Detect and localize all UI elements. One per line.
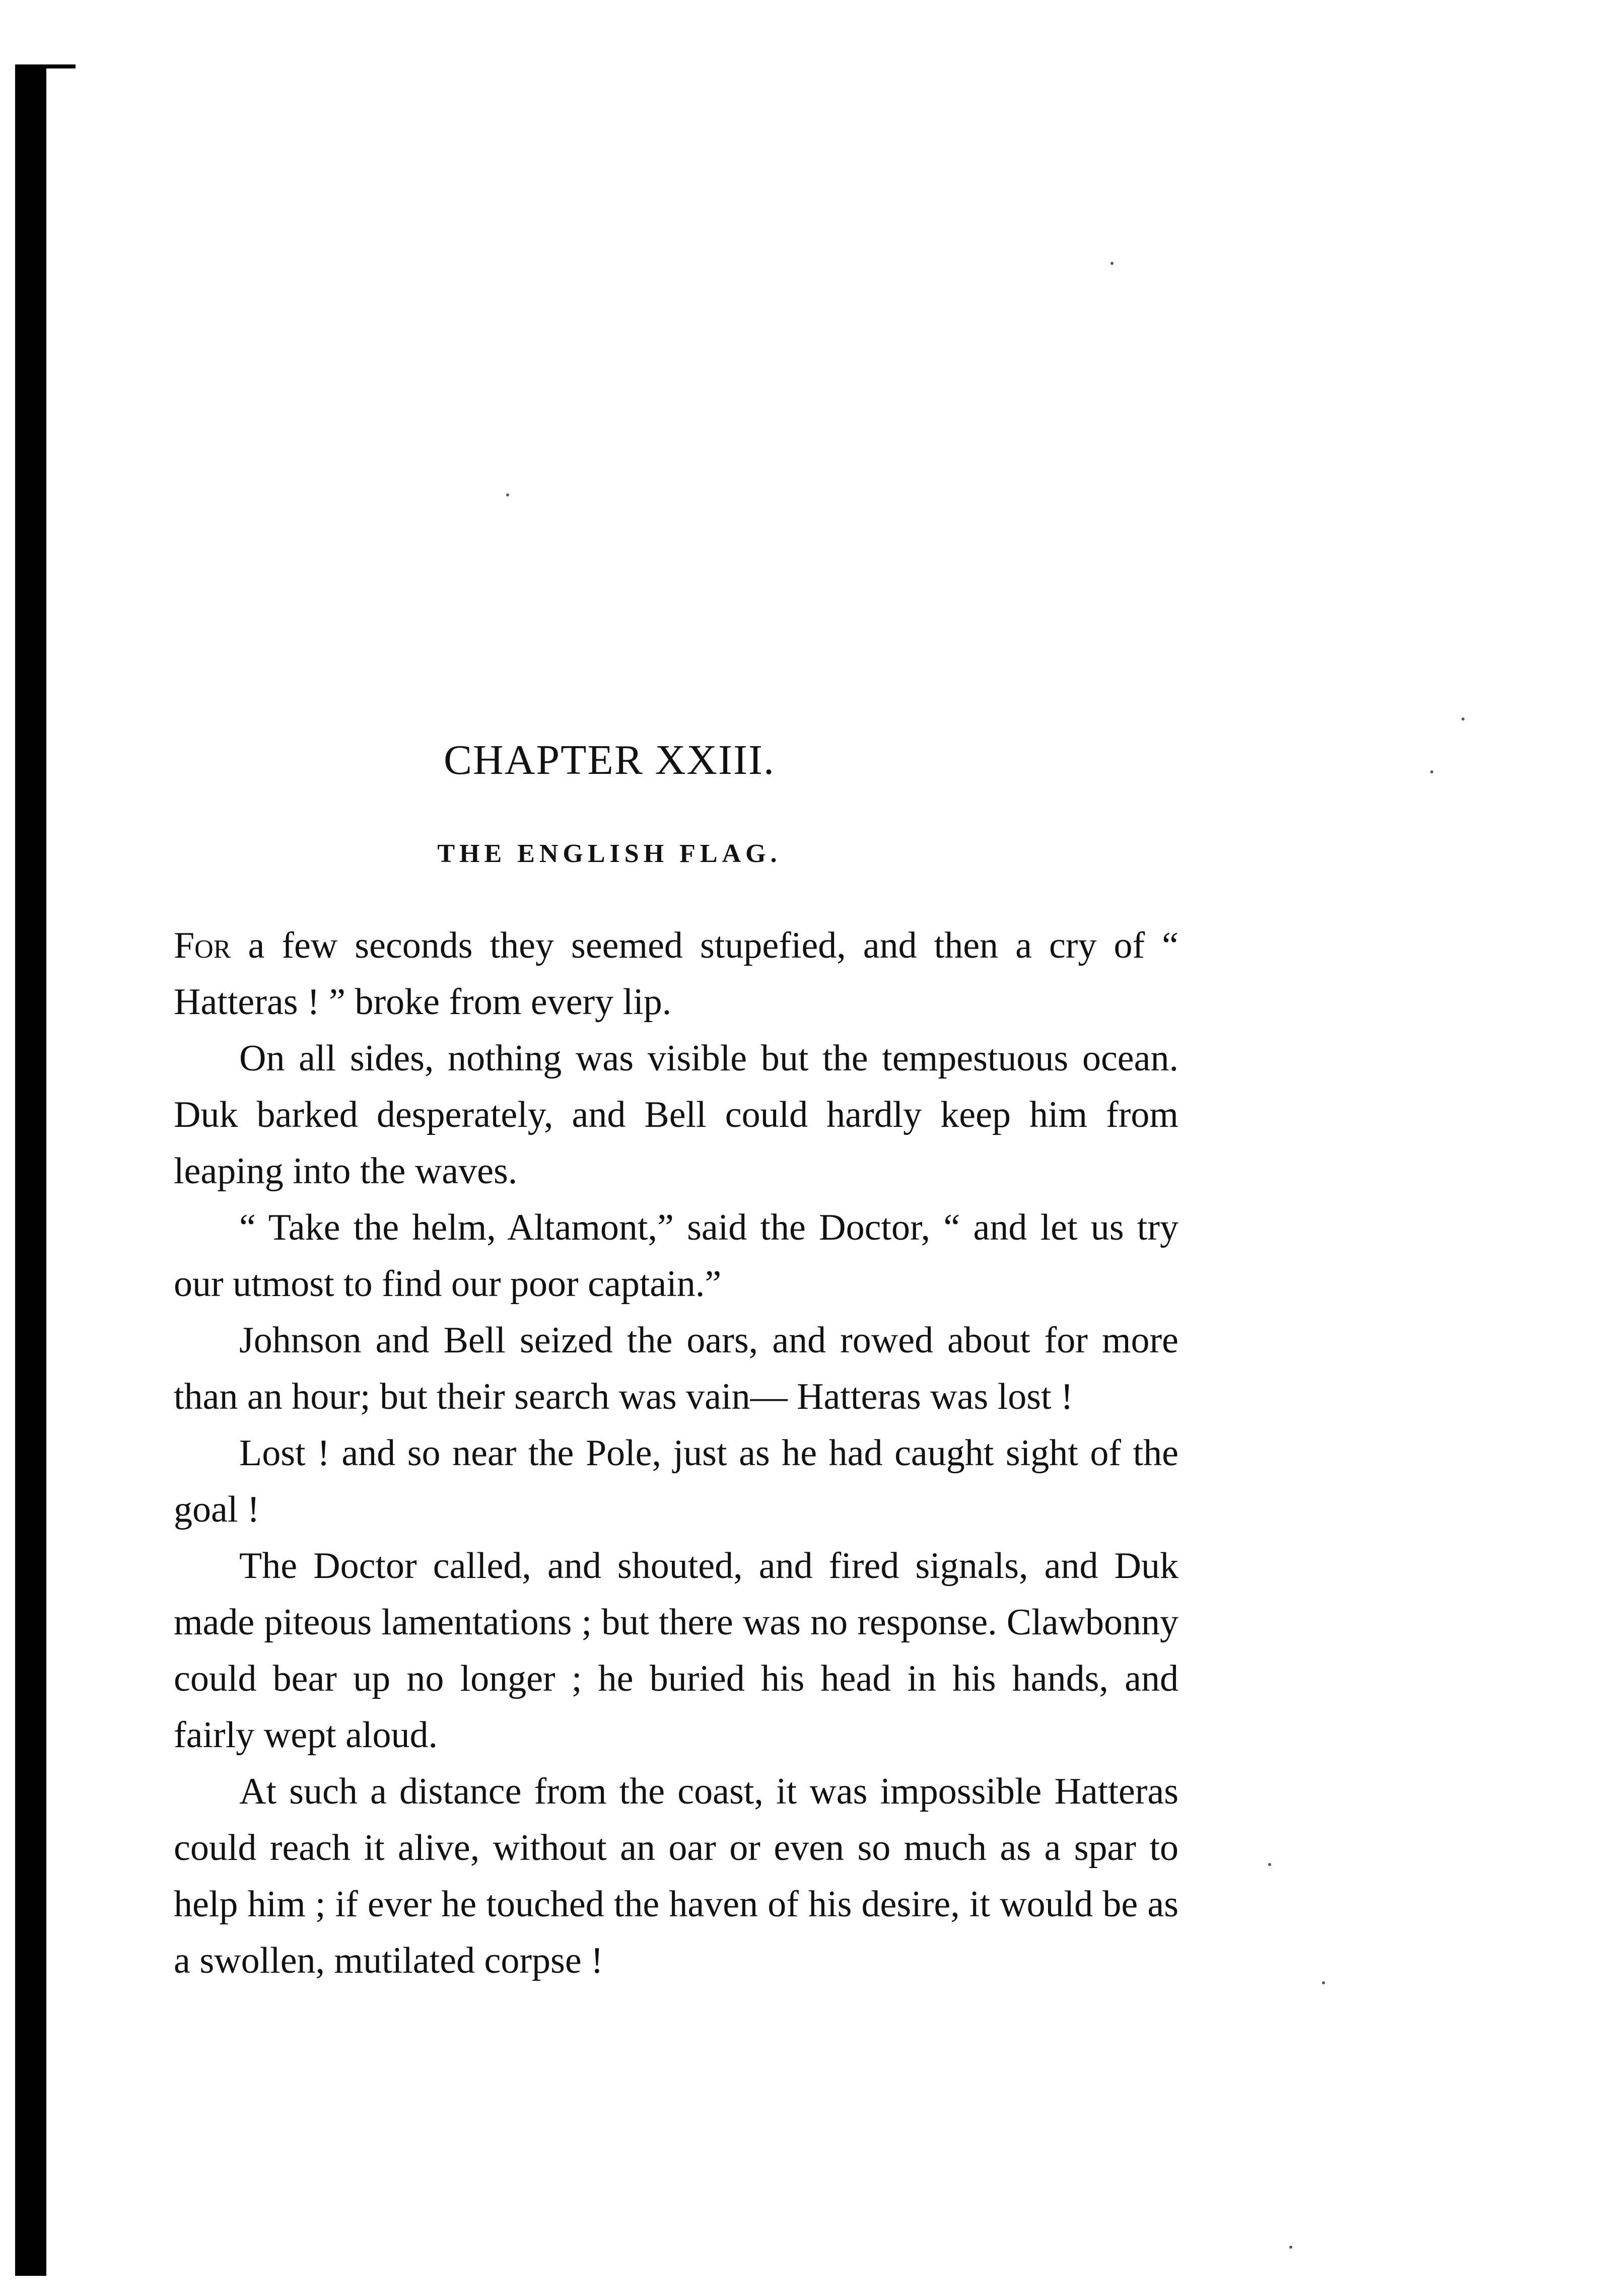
paragraph-lead-word: For: [174, 925, 231, 966]
paragraph-text: a few seconds they seemed stupefied, and then a cry of “ Hatteras ! ” broke from every lip.: [174, 925, 1178, 1023]
scan-speck: [1462, 718, 1465, 721]
page-binding-tick: [15, 64, 76, 68]
scan-speck: [506, 493, 509, 496]
scan-speck: [1289, 2246, 1292, 2249]
scan-speck: [1430, 770, 1433, 773]
scan-speck: [1322, 1981, 1325, 1984]
paragraph: Johnson and Bell seized the oars, and rowed about for more than an hour; but their search was vain— Hatteras was lost !: [174, 1320, 1178, 1417]
scan-speck: [1110, 262, 1114, 265]
chapter-title: THE ENGLISH FLAG.: [437, 839, 782, 868]
paragraph: On all sides, nothing was visible but the tempestuous ocean. Duk barked desperately, and Bell could hardly keep him from leaping into the waves.: [174, 1038, 1178, 1192]
paragraph: “ Take the helm, Altamont,” said the Doctor, “ and let us try our utmost to find our poor captain.”: [174, 1207, 1178, 1305]
chapter-body: [174, 917, 1178, 1989]
paragraph: The Doctor called, and shouted, and fired signals, and Duk made piteous lamentations ; but there was no response. Clawbonny could bear up no longer ; he buried his head in his hands, and fairly wept aloud.: [174, 1545, 1178, 1756]
chapter-number: CHAPTER XXIII.: [444, 737, 775, 783]
page-binding-edge: [15, 65, 46, 2276]
scan-speck: [1268, 1863, 1271, 1866]
paragraph: [174, 917, 1178, 1030]
paragraph: At such a distance from the coast, it was impossible Hatteras could reach it alive, without an oar or even so much as a spar to help him ; if ever he touched the haven of his desire, it would be as a swollen, mutilated corpse !: [174, 1771, 1178, 1981]
paragraph: Lost ! and so near the Pole, just as he had caught sight of the goal !: [174, 1432, 1178, 1530]
